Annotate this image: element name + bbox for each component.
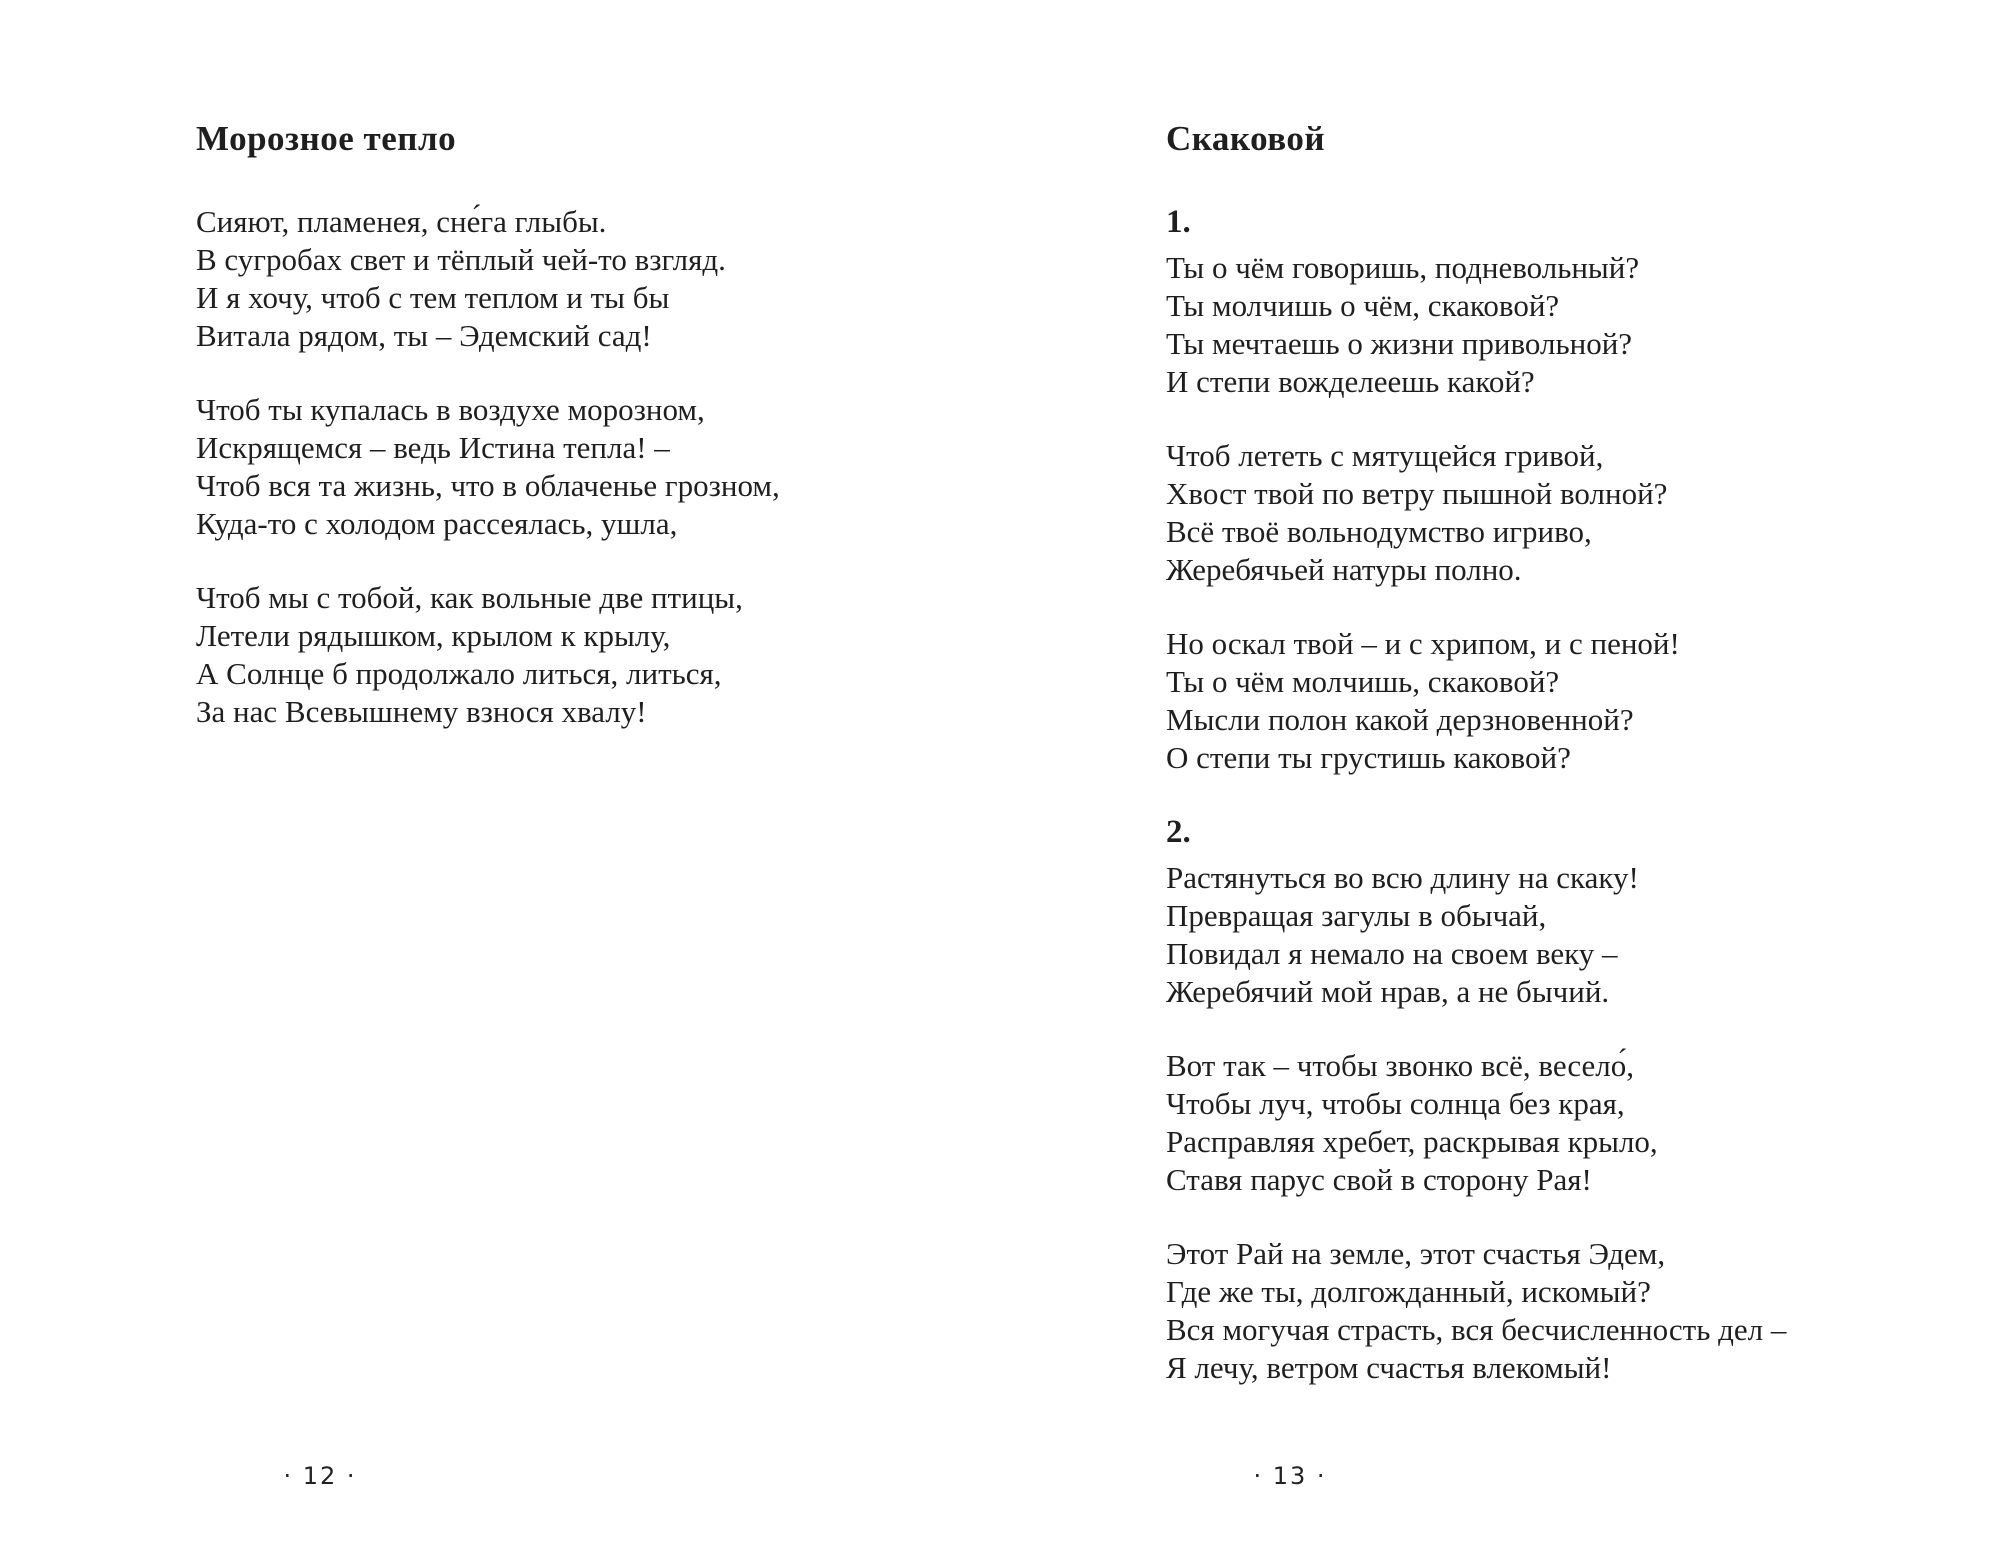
poem-line: Чтоб мы с тобой, как вольные две птицы, [196, 580, 743, 615]
stanza [1166, 1235, 1886, 1387]
stanza [196, 203, 916, 355]
poem-line: И я хочу, чтоб с тем теплом и ты бы [196, 280, 670, 315]
page-number-left: · 12 · [283, 1462, 357, 1490]
poem-line: Повидал я немало на своем веку – [1166, 936, 1618, 971]
poem-line: Превращая загулы в обычай, [1166, 898, 1547, 933]
poem-line: Летели рядышком, крылом к крылу, [196, 618, 671, 653]
poem-line: А Солнце б продолжало литься, литься, [196, 656, 722, 691]
poem-line: Куда-то с холодом рассеялась, ушла, [196, 506, 678, 541]
stanza [1166, 859, 1886, 1011]
poem-line: Сияют, пламенея, сне́га глыбы. [196, 204, 607, 239]
stanza [196, 391, 916, 543]
stanza [1166, 437, 1886, 589]
poem-line: Вся могучая страсть, вся бесчисленность дел – [1166, 1312, 1787, 1347]
left-page [196, 118, 916, 767]
poem-line: Мысли полон какой дерзновенной? [1166, 702, 1634, 737]
stanza [1166, 249, 1886, 401]
poem-line: Ты молчишь о чём, скаковой? [1166, 288, 1560, 323]
poem-line: О степи ты грустишь каковой? [1166, 740, 1571, 775]
poem-line: За нас Всевышнему взнося хвалу! [196, 694, 647, 729]
poem-line: Ставя парус свой в сторону Рая! [1166, 1162, 1592, 1197]
poem-line: Где же ты, долгожданный, искомый? [1166, 1274, 1651, 1309]
poem-line: Витала рядом, ты – Эдемский сад! [196, 318, 652, 353]
poem-line: И степи вожделеешь какой? [1166, 364, 1535, 399]
stanza [1166, 625, 1886, 777]
poem-line: Искрящемся – ведь Истина тепла! – [196, 430, 670, 465]
section-number: 1. [1166, 204, 1191, 240]
section-number: 2. [1166, 814, 1191, 850]
poem-line: Всё твоё вольнодумство игриво, [1166, 514, 1592, 549]
poem-title-right: Скаковой [1166, 119, 1326, 158]
poem-line: Ты о чём говоришь, подневольный? [1166, 250, 1640, 285]
poem-line: Жеребячий мой нрав, а не бычий. [1166, 974, 1610, 1009]
page-number-right: · 13 · [1253, 1462, 1327, 1490]
poem-title-left: Морозное тепло [196, 119, 457, 158]
poem-line: Ты мечтаешь о жизни привольной? [1166, 326, 1633, 361]
stanza [196, 579, 916, 731]
poem-line: Но оскал твой – и с хрипом, и с пеной! [1166, 626, 1680, 661]
poem-line: Вот так – чтобы звонко всё, весело́, [1166, 1048, 1634, 1083]
poem-line: Хвост твой по ветру пышной волной? [1166, 476, 1668, 511]
poem-line: Чтоб ты купалась в воздухе морозном, [196, 392, 705, 427]
right-page [1166, 118, 1886, 1423]
poem-line: Я лечу, ветром счастья влекомый! [1166, 1350, 1612, 1385]
poem-line: Этот Рай на земле, этот счастья Эдем, [1166, 1236, 1666, 1271]
poem-line: Ты о чём молчишь, скаковой? [1166, 664, 1560, 699]
poem-line: Растянуться во всю длину на скаку! [1166, 860, 1639, 895]
poem-line: Чтоб лететь с мятущейся гривой, [1166, 438, 1604, 473]
poem-line: Расправляя хребет, раскрывая крыло, [1166, 1124, 1658, 1159]
poem-line: Чтоб вся та жизнь, что в облаченье грозном, [196, 468, 780, 503]
poem-line: Чтобы луч, чтобы солнца без края, [1166, 1086, 1625, 1121]
poem-line: В сугробах свет и тёплый чей-то взгляд. [196, 242, 726, 277]
poem-line: Жеребячьей натуры полно. [1166, 552, 1522, 587]
stanza [1166, 1047, 1886, 1199]
